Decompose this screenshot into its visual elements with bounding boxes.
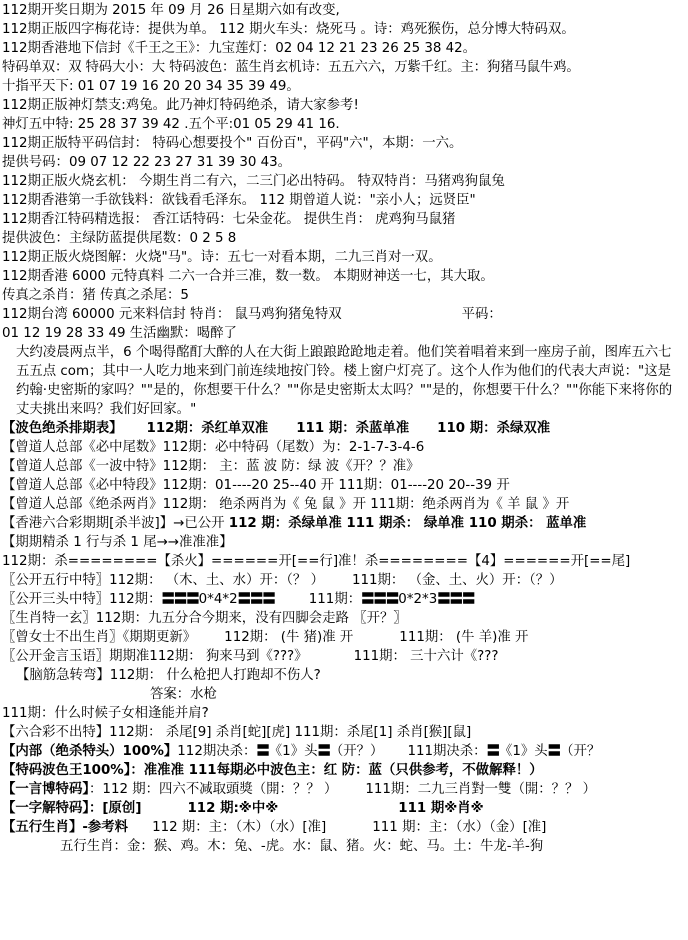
five-zodiac-112: 112 期：主：（木）（水）[准] — [152, 820, 327, 835]
zodiac-mystery-line: 〖生肖特一玄〗112期：九五分合今期来，没有四脚会走路 〖开？〗 — [2, 611, 407, 626]
draw-date-line: 112期开奖日期为 2015 年 09 月 26 日星期六如有改变, — [2, 3, 340, 18]
taiwan-line — [0, 305, 688, 324]
riddle-question: 【脑筋急转弯】112期： 什么枪把人打跑却不伤人? — [16, 668, 321, 683]
inner-kill-111-value: 《1》头 — [498, 744, 548, 759]
wave-kill-111: 111 期：杀蓝单准 — [296, 421, 410, 436]
half-wave-line — [0, 514, 688, 533]
inner-kill-head-line — [0, 742, 688, 761]
one-wave-line: 【曾道人总部《一波中特》112期： 主：蓝 波 防：绿 波《开？？准》 — [2, 459, 420, 474]
riddle-111: 111期：什么时候子女相逢能并肩? — [2, 706, 209, 721]
three-heads-111: 111期： — [308, 592, 362, 607]
inner-kill-112-value: 《1》头 — [268, 744, 318, 759]
bar-icon: 〓 — [256, 744, 269, 759]
inner-kill-111: 111期决杀： — [407, 744, 487, 759]
bar-icon: 〓〓〓 — [237, 592, 275, 607]
humor-line: 01 12 19 28 33 49 生活幽默：喝醉了 — [2, 326, 237, 341]
lottery-document — [0, 1, 688, 856]
half-wave-title: 【香港六合彩期期[杀半波]】→已公开 — [2, 516, 225, 531]
one-word-title: 【一言博特码】 — [2, 782, 90, 797]
kill-two-zodiac-line: 【曾道人总部《绝杀两肖》112期： 绝杀两肖为《 兔 鼠 》开 111期：绝杀两肖为《 羊 鼠 》开 — [2, 497, 570, 512]
kill-row-line: 112期：杀========【杀火】======开[==行]准！杀========【4】======开[==尾] — [2, 554, 631, 569]
inner-kill-111-open: （开？ — [560, 744, 601, 759]
segment-line: 【曾道人总部《必中特段》112期：01----20 25--40 开 111期：01----20 20--39 开 — [2, 478, 510, 493]
fire-picture-line: 112期正版火烧图解：火烧"马"。诗：五七一对看本期，二九三肖对一双。 — [2, 250, 442, 265]
hk-money-line: 112期香港第一手欲钱料：欲钱看毛泽东。 112 期曾道人说："亲小人；远贤臣" — [2, 193, 476, 208]
wave-king-line — [0, 761, 688, 780]
zodiac-riddle-line: 特码单双：双 特码大小：大 特码波色：蓝生肖玄机诗：五五六六，万紫千红。主：狗猪马鼠牛鸡。 — [2, 60, 580, 75]
xiangjiang-line: 112期香江特码精选报： 香江话特码：七朵金花。 提供生肖： 虎鸡狗马鼠猪 — [2, 212, 456, 227]
tail-number-line: 【曾道人总部《必中尾数》112期：必中特码（尾数）为：2-1-7-3-4-6 — [2, 440, 425, 455]
ms-zeng-title: 〖曾女士不出生肖〗《期期更新》 — [2, 630, 197, 645]
golden-words-111: 111期： 三十六计《??? — [353, 649, 499, 664]
bar-icon: 〓 — [486, 744, 499, 759]
inner-kill-112: 112期决杀： — [177, 744, 257, 759]
inner-kill-112-open: （开？） — [329, 744, 384, 759]
flat-code-label: 平码： — [461, 307, 502, 322]
five-zodiac-detail: 五行生肖：金：猴、鸡。木：兔、-虎。水：鼠、猪。火：蛇、马。土：牛龙-羊-狗 — [60, 839, 544, 854]
half-wave-values: 112 期：杀绿单准 111 期杀： 绿单准 110 期杀： 蓝单准 — [228, 516, 587, 531]
bar-icon: 〓〓〓 — [437, 592, 475, 607]
five-elements-112: 〖公开五行中特〗112期： （木、土、水）开：（？ ） — [2, 573, 324, 588]
ten-fingers-line: 十指平天下: 01 07 19 16 20 20 34 35 39 49。 — [2, 79, 300, 94]
lamp-ban-line: 112期正版神灯禁支:鸡兔。此乃神灯特码绝杀，请大家参考! — [2, 98, 359, 113]
three-heads-111-value: 0*2*3 — [398, 592, 438, 607]
one-word-111: 111期：二九三肖對一雙（開：？？ ） — [365, 782, 597, 797]
wave-kill-title: 【波色绝杀排期表】 — [2, 421, 123, 436]
bar-icon: 〓〓〓 — [161, 592, 199, 607]
wave-color-line: 提供波色：主绿防蓝提供尾数：0 2 5 8 — [2, 231, 237, 246]
lamp-numbers-line: 神灯五中特: 25 28 37 39 42 .五个平:01 05 29 41 16. — [2, 117, 340, 132]
one-char-111: 111 期※肖※ — [398, 801, 484, 816]
ms-zeng-111: 111期： (牛 羊)准 开 — [399, 630, 529, 645]
one-word-112: ：112 期：四六不减取頭獎（開：？？ ） — [89, 782, 338, 797]
humor-story: 大约凌晨两点半，6 个喝得酩酊大醉的人在大街上踉踉跄跄地走着。他们笑着唱着来到一座房子前，图库五六七五五点 com；其中一人吃力地来到门前连续地按门铃。楼上窗户灯亮了。这个人作为他们的代表大声说："这是约翰·史密斯的家吗？""是的，你想要干什么？""你是史密斯太太吗？""是的，你想要干什么？""你能下来将你的丈夫挑出来吗？我们好回家。" — [16, 345, 673, 417]
ms-zeng-112: 112期： (牛 猪)准 开 — [224, 630, 354, 645]
golden-words-112: 〖公开金言玉语〗期期准112期： 狗来马到《???》 — [2, 649, 308, 664]
wave-king-title: 【特码波色王100%】：准准准 — [2, 763, 184, 778]
five-zodiac-title: 【五行生肖】-参考料 — [2, 820, 129, 835]
inner-kill-title: 【内部（绝杀特头）100%】 — [2, 744, 178, 759]
three-heads-line — [0, 590, 688, 609]
five-elements-line — [0, 571, 688, 590]
wave-king-111: 111每期必中波色主：红 防：蓝（只供参考，不做解释！） — [188, 763, 543, 778]
golden-words-line — [0, 647, 688, 666]
three-heads-112-value: 0*4*2 — [198, 592, 238, 607]
five-zodiac-111: 111 期：主：（水）（金）[准] — [372, 820, 547, 835]
five-zodiac-line — [0, 818, 688, 837]
fax-kill-line: 传真之杀肖：猪 传真之杀尾：5 — [2, 288, 189, 303]
three-heads-112: 〖公开三头中特〗112期： — [2, 592, 162, 607]
one-word-line — [0, 780, 688, 799]
one-char-title: 【一字解特码】：[原创] — [2, 801, 142, 816]
ms-zeng-line — [0, 628, 688, 647]
taiwan-text: 112期台湾 60000 元来料信封 特肖： 鼠马鸡狗猪兔特双 — [2, 307, 342, 322]
five-elements-111: 111期： （金、土、火）开：（？） — [351, 573, 563, 588]
riddle-answer: 答案：水枪 — [150, 687, 217, 702]
flat-code-line: 112期正版特平码信封： 特码心想要投个" 百份百"，平码"六"，本期：一六。 — [2, 136, 463, 151]
wave-kill-112: 112期：杀红单双准 — [146, 421, 269, 436]
numbers-line: 提供号码：09 07 12 22 23 27 31 39 30 43。 — [2, 155, 292, 170]
wave-kill-110: 110 期：杀绿双准 — [437, 421, 551, 436]
hk-6000-line: 112期香港 6000 元特真料 二六一合并三准，数一数。 本期财神送一七，其大取。 — [2, 269, 494, 284]
plum-poem-line: 112期正版四字梅花诗：提供为单。 112 期火车头：烧死马 。诗：鸡死猴伤，总分博大特码双。 — [2, 22, 575, 37]
one-char-line — [0, 799, 688, 818]
no-special-line: 【六合彩不出特】112期： 杀尾[9] 杀肖[蛇][虎] 111期：杀尾[1] 杀肖[猴][鼠] — [2, 725, 472, 740]
bar-icon: 〓〓〓 — [361, 592, 399, 607]
wave-kill-schedule — [0, 419, 688, 438]
bar-icon: 〓 — [317, 744, 330, 759]
fire-riddle-line: 112期正版火烧玄机： 今期生肖二有六，二三门必出特码。 特双特肖：马猪鸡狗鼠兔 — [2, 174, 505, 189]
one-char-112: 112 期:※中※ — [187, 801, 279, 816]
bar-icon: 〓 — [547, 744, 561, 759]
kill-row-title: 【期期精杀 1 行与杀 1 尾→→准准准】 — [2, 535, 233, 550]
envelope-line: 112期香港地下信封《千王之王》：九宝莲灯：02 04 12 21 23 26 25 38 42。 — [2, 41, 477, 56]
